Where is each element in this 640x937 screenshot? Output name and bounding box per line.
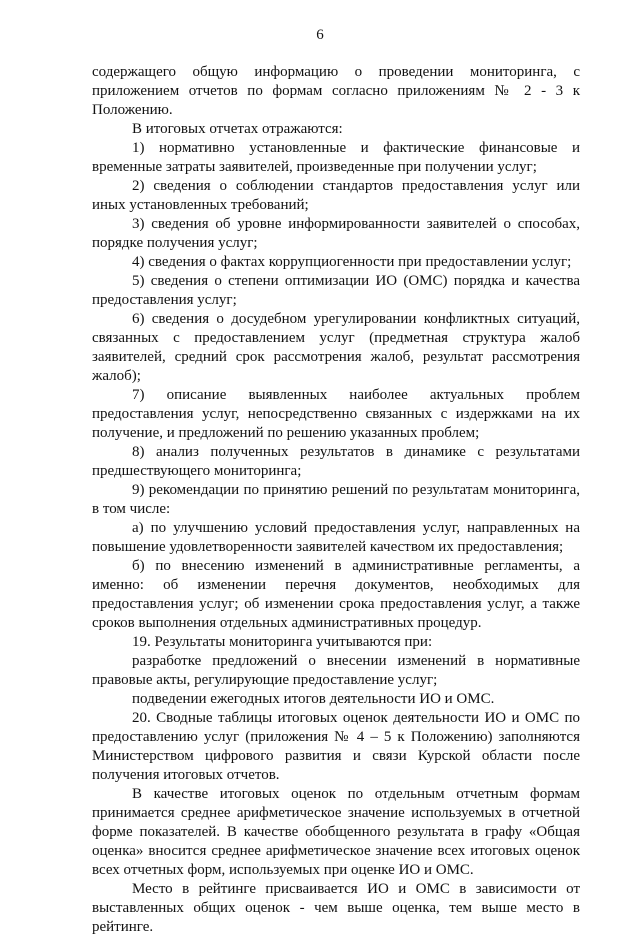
- list-item-6: 6) сведения о досудебном урегулировании конфликтных ситуаций, связанных с предоставлением услуг (предметная структура жалоб заявителей, средний срок рассмотрения жалоб, результат рассмотрения жалоб);: [92, 311, 580, 384]
- sub-item-a: а) по улучшению условий предоставления услуг, направленных на повышение удовлетворенности заявителей качеством их предоставления;: [92, 520, 580, 555]
- paragraph-reports-intro: В итоговых отчетах отражаются:: [132, 121, 343, 137]
- section-19: 19. Результаты мониторинга учитываются при:: [132, 634, 433, 650]
- document-body: [92, 63, 580, 937]
- list-item-9: 9) рекомендации по принятию решений по результатам мониторинга, в том числе:: [92, 482, 580, 517]
- list-item-2: 2) сведения о соблюдении стандартов предоставления услуг или иных установленных требований;: [92, 178, 580, 213]
- list-item-1: 1) нормативно установленные и фактические финансовые и временные затраты заявителей, произведенные при получении услуг;: [92, 140, 580, 175]
- section-20: 20. Сводные таблицы итоговых оценок деятельности ИО и ОМС по предоставлению услуг (приложения № 4 – 5 к Положению) заполняются Министерством цифрового развития и связи Курской области после получения итоговых отчетов.: [92, 710, 580, 783]
- paragraph-continuation: содержащего общую информацию о проведении мониторинга, с приложением отчетов по формам согласно приложениям № 2 - 3 к Положению.: [92, 64, 580, 118]
- list-item-5: 5) сведения о степени оптимизации ИО (ОМС) порядка и качества предоставления услуг;: [92, 273, 580, 308]
- list-item-3: 3) сведения об уровне информированности заявителей о способах, порядке получения услуг;: [92, 216, 580, 251]
- list-item-8: 8) анализ полученных результатов в динамике с результатами предшествующего мониторинга;: [92, 444, 580, 479]
- page-number: 6: [316, 27, 324, 43]
- sub-item-b: б) по внесению изменений в административные регламенты, а именно: об изменении перечня документов, необходимых для предоставления услуг; об изменении срока предоставления услуг, а также сроков выполнения отдельных административных процедур.: [92, 558, 580, 631]
- section-19-item-2: подведении ежегодных итогов деятельности ИО и ОМС.: [132, 691, 495, 707]
- list-item-4: 4) сведения о фактах коррупциогенности при предоставлении услуг;: [132, 254, 572, 270]
- paragraph-average-score: В качестве итоговых оценок по отдельным отчетным формам принимается среднее арифметическое значение используемых в отчетной форме показателей. В качестве обобщенного результата в графу «Общая оценка» вносится среднее арифметическое значение всех итоговых оценок всех отчетных форм, используемых при оценке ИО и ОМС.: [92, 786, 580, 878]
- section-19-item-1: разработке предложений о внесении изменений в нормативные правовые акты, регулирующие предоставление услуг;: [92, 653, 580, 688]
- paragraph-rating: Место в рейтинге присваивается ИО и ОМС в зависимости от выставленных общих оценок - чем выше оценка, тем выше место в рейтинге.: [92, 881, 580, 935]
- list-item-7: 7) описание выявленных наиболее актуальных проблем предоставления услуг, непосредственно связанных с издержками на их получение, и предложений по решению указанных проблем;: [92, 387, 580, 441]
